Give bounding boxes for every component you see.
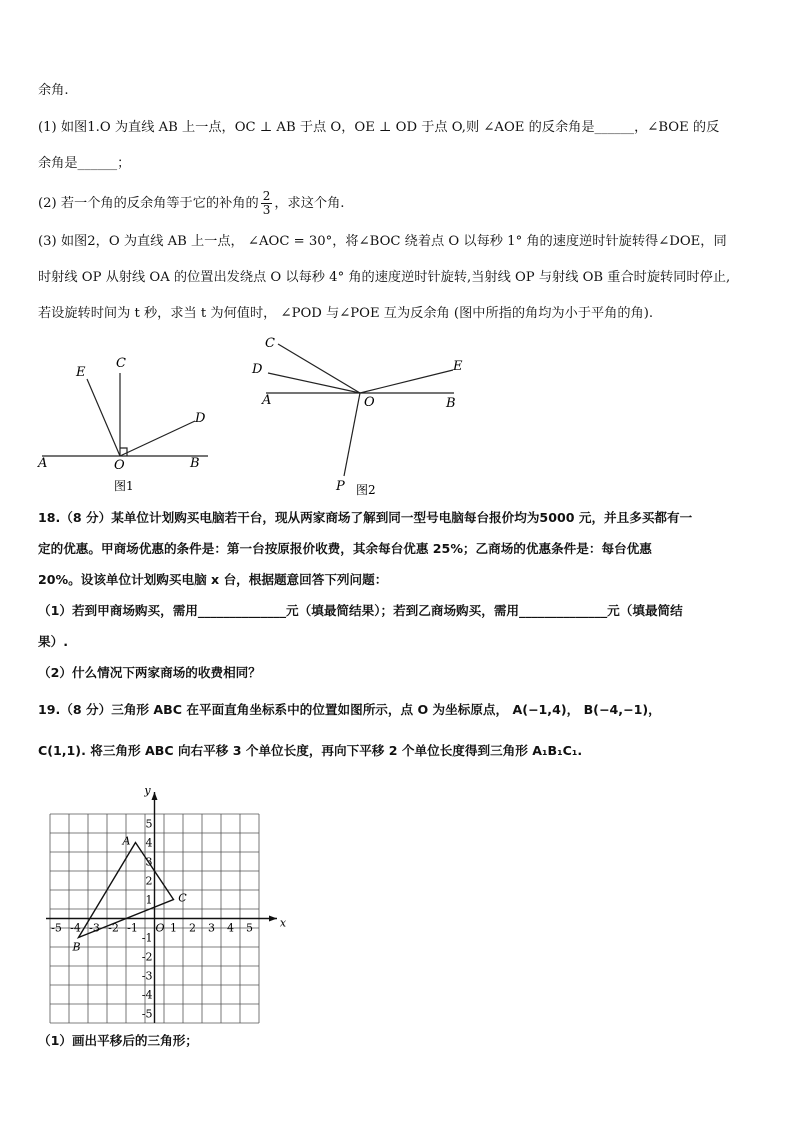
y-tick-label: 2 [145,874,153,888]
origin-label: O [155,921,165,935]
ray-oe [87,379,120,456]
x-axis-arrow [269,916,277,922]
x-tick-label: 4 [227,921,234,935]
q17-part3-line2: 时射线 OP 从射线 OA 的位置出发绕点 O 以每秒 4° 角的速度逆时针旋转,当射线 OP 与射线 OB 重合时旋转同时停止, [38,270,731,285]
y-tick-label: 5 [145,817,153,831]
q17-part3-line3: 若设旋转时间为 t 秒，求当 t 为何值时， ∠POD 与∠POE 互为反余角 (图中所指的角均为小于平角的角). [38,306,654,321]
y-tick-label: -4 [141,988,153,1002]
x-tick-label: -2 [108,921,119,935]
fig1-label-o: O [114,458,125,473]
q18-line2: 定的优惠。甲商场优惠的条件是：第一台按原报价收费，其余每台优惠 25%；乙商场的优惠条件是：每台优惠 [38,541,652,556]
y-axis-label: y [144,784,151,797]
x-tick-label: 5 [246,921,253,935]
y-tick-label: 4 [145,836,153,850]
ray-od [120,421,195,456]
figure-2 [250,330,480,500]
fig1-label-d: D [195,411,206,426]
ray-oc [278,344,360,393]
fraction-numerator: 2 [262,189,271,203]
y-tick-label: 1 [145,893,153,907]
y-axis-arrow [152,792,158,800]
x-axis-label: x [279,916,287,930]
fig2-label-d: D [252,362,263,377]
fig2-label-e: E [453,359,463,374]
fig2-label-p: P [336,479,345,494]
fig2-caption: 图2 [356,483,376,497]
fig1-label-b: B [190,456,200,471]
fraction-denominator: 3 [262,203,271,217]
fig2-label-o: O [364,395,375,410]
point-label-b: B [72,940,81,954]
q17-part2-tail: ，求这个角. [274,196,345,211]
fig1-label-e: E [76,365,86,380]
q19-line2: C(1,1). 将三角形 ABC 向右平移 3 个单位长度，再向下平移 2 个单位长度得到三角形 A₁B₁C₁. [38,743,583,758]
ray-op [344,393,360,476]
q17-part3-line1: (3) 如图2，O 为直线 AB 上一点， ∠AOC = 30°，将∠BOC 绕着点 O 以每秒 1° 角的速度逆时针旋转得∠DOE，同 [38,234,727,249]
q17-part1-line1: (1) 如图1.O 为直线 AB 上一点，OC ⊥ AB 于点 O，OE ⊥ OD 于点 O,则 ∠AOE 的反余角是______，∠BOE 的反 [38,120,720,135]
fig1-label-a: A [38,456,48,471]
q18-line1: 18.（8 分）某单位计划购买电脑若干台，现从两家商场了解到同一型号电脑每台报价均为5000 元，并且多买都有一 [38,510,693,525]
fig2-label-c: C [265,336,275,351]
y-tick-label: 3 [145,855,153,869]
x-tick-label: -1 [127,921,138,935]
fig2-label-a: A [262,393,272,408]
ray-od [268,373,360,393]
x-tick-label: 2 [189,921,196,935]
coordinate-grid [30,780,290,1021]
y-tick-label: -3 [141,969,153,983]
q19-part1: （1）画出平移后的三角形； [38,1033,198,1048]
q17-line0: 余角. [38,83,69,98]
q17-part2-text: (2) 若一个角的反余角等于它的补角的 [38,196,259,211]
x-tick-label: 3 [208,921,215,935]
fraction [261,190,273,217]
x-tick-label: 1 [170,921,177,935]
q18-line5: 果）. [38,634,68,649]
q19-line1: 19.（8 分）三角形 ABC 在平面直角坐标系中的位置如图所示，点 O 为坐标原点， A(−1,4)， B(−4,−1)， [38,702,661,717]
x-tick-label: -5 [51,921,62,935]
x-tick-label: -3 [89,921,100,935]
q17-part2 [38,190,344,217]
y-tick-label: -5 [141,1007,153,1021]
point-label-a: A [122,834,131,848]
y-tick-label: -2 [141,950,153,964]
point-label-c: C [178,891,187,905]
fig1-caption: 图1 [114,479,134,493]
q17-part1-line2: 余角是______； [38,156,131,171]
figure-1 [30,350,230,498]
y-tick-label: -1 [141,931,153,945]
fig2-label-b: B [446,396,456,411]
q18-line4: （1）若到甲商场购买，需用______________元（填最简结果）；若到乙商场购买，需用______________元（填最简结 [38,603,683,618]
x-tick-label: -4 [70,921,81,935]
fig1-label-c: C [116,356,126,371]
q18-line6: （2）什么情况下两家商场的收费相同？ [38,665,261,680]
ray-oe [360,370,453,393]
q18-line3: 20%。设该单位计划购买电脑 x 台，根据题意回答下列问题： [38,572,388,587]
